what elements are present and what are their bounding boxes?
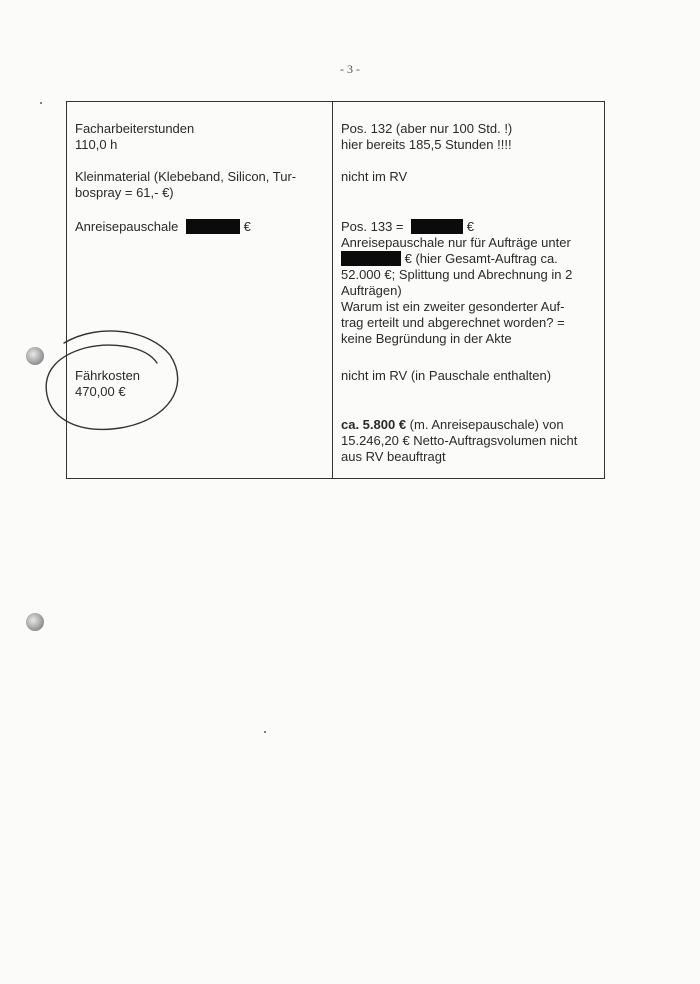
summary-text: (m. Anreisepauschale) von [406,417,564,432]
labor-hours-note-line: hier bereits 185,5 Stunden !!!! [341,137,512,152]
travel-allowance-note-line: Aufträgen) [341,283,402,298]
driving-costs-label: Fährkosten [75,368,141,383]
labor-hours-label: Facharbeiterstunden [75,121,195,136]
punch-hole [26,347,44,365]
travel-allowance-note-line: Anreisepauschale nur für Aufträge unter [341,235,571,250]
travel-allowance-note-line: € (hier Gesamt-Auftrag ca. [404,251,558,266]
summary-amount: ca. 5.800 € [341,417,407,432]
driving-costs-note-line: nicht im RV (in Pauschale enthalten) [341,368,552,383]
travel-allowance-note-line: keine Begründung in der Akte [341,331,512,346]
currency-symbol: € [243,219,251,234]
scan-speck [40,102,42,104]
punch-hole [26,613,44,631]
labor-hours-value: 110,0 h [75,137,118,152]
summary-line: 15.246,20 € Netto-Auftragsvolumen nicht [341,433,578,448]
summary-line: aus RV beauftragt [341,449,446,464]
small-material-line: Kleinmaterial (Klebeband, Silicon, Tur- [75,169,297,184]
small-material-note-line: nicht im RV [341,169,408,184]
travel-allowance-note-line: 52.000 €; Splittung und Abrechnung in 2 [341,267,573,282]
small-material-line: bospray = 61,- €) [75,185,174,200]
driving-costs-value: 470,00 € [75,384,126,399]
scan-speck [264,731,266,733]
currency-symbol: € [466,219,475,234]
travel-allowance-label: Anreisepauschale [75,219,179,234]
travel-allowance-note-line: trag erteilt und abgerechnet worden? = [341,315,565,330]
position-reference: Pos. 133 = [341,219,404,234]
labor-hours-note-line: Pos. 132 (aber nur 100 Std. !) [341,121,513,136]
travel-allowance-note-line: Warum ist ein zweiter gesonderter Auf- [341,299,565,314]
page-number: - 3 - [340,62,360,76]
